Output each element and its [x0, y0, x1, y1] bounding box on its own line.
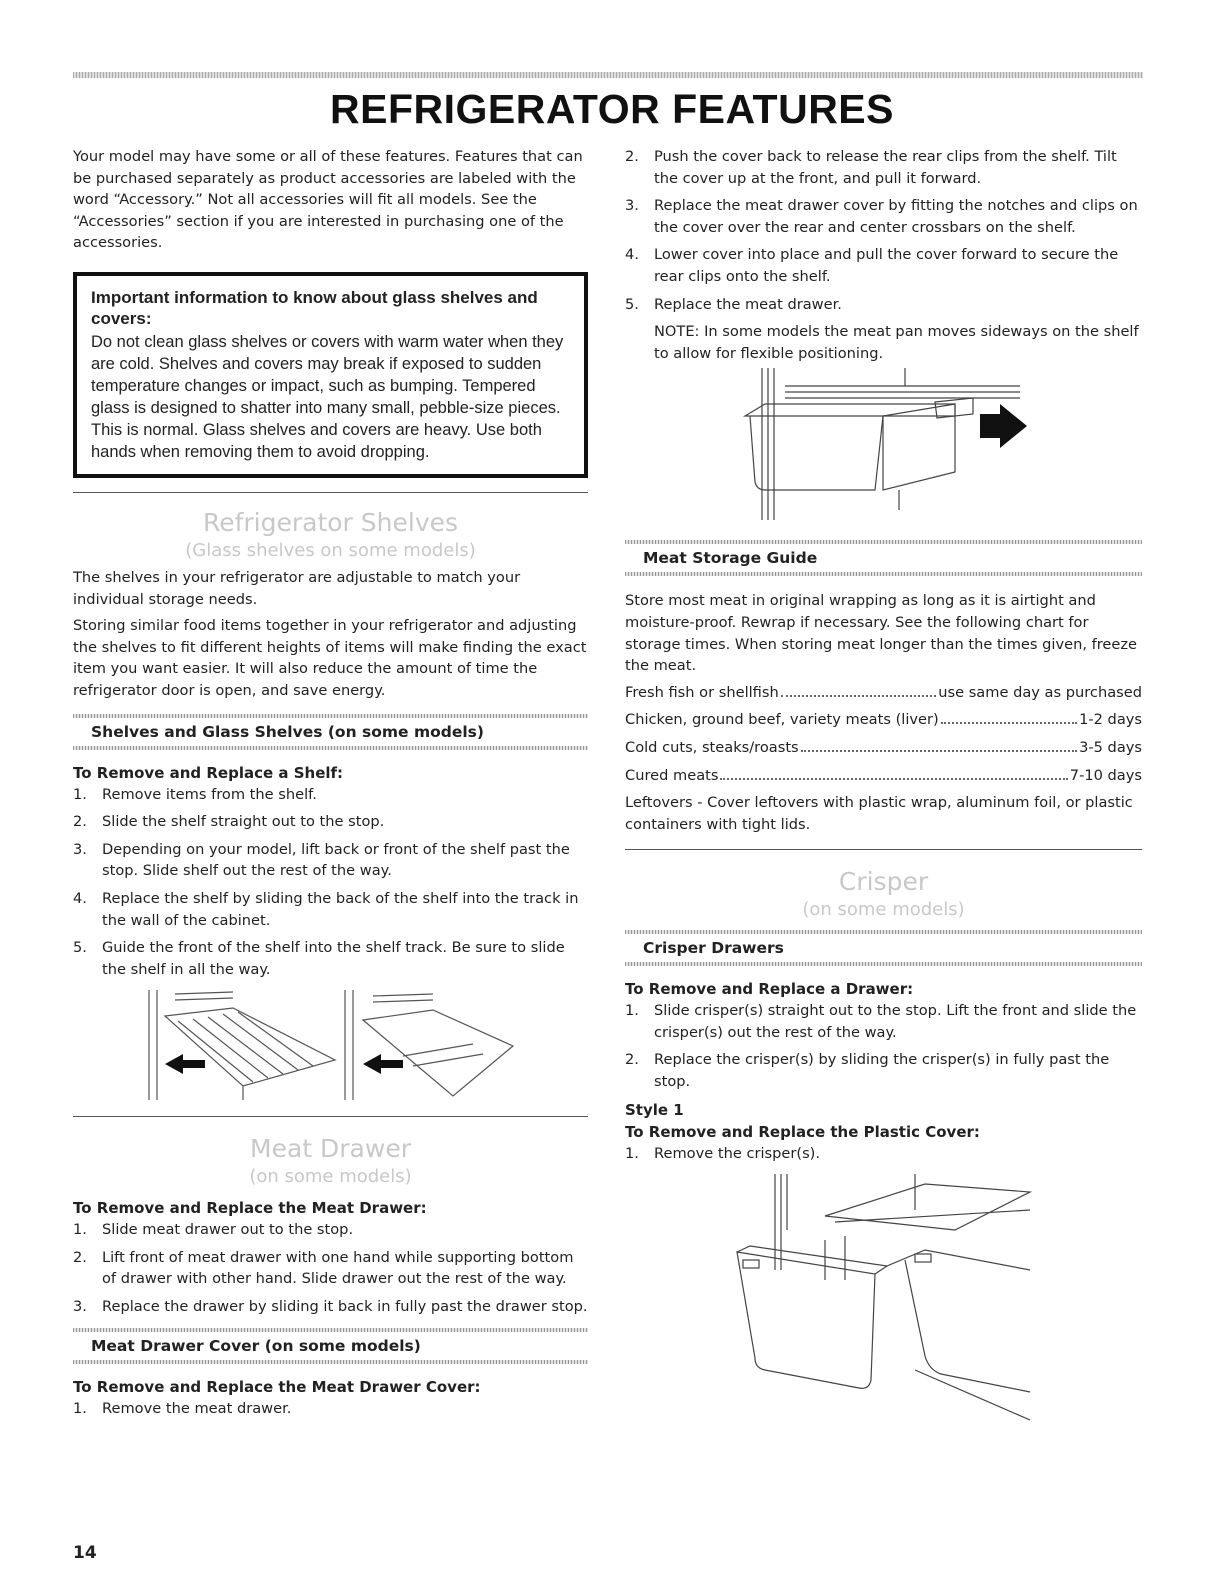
meat-drawer-section-title: Meat Drawer — [250, 1134, 411, 1164]
meat-cover-subheading-bar — [73, 1328, 588, 1364]
warning-body: Do not clean glass shelves or covers with warm water when they are cold. Shelves and covers may break if exposed to sudden temperature changes or impact, such as bumping. Tempered glass is designed to shatter into many small, pebble-size pieces. This is normal. Glass shelves and covers are heavy. Use both hands when removing them to avoid dropping. — [91, 332, 564, 461]
meat-drawer-steps — [73, 1219, 588, 1317]
leftovers-paragraph: Leftovers - Cover leftovers with plastic wrap, aluminum foil, or plastic containers with tight lids. — [625, 794, 1133, 833]
list-item: 5. Guide the front of the shelf into the shelf track. Be sure to slide the shelf in all the way. — [73, 939, 565, 978]
list-item: 1. Remove the crisper(s). — [625, 1144, 821, 1162]
list-item: 5. Replace the meat drawer. — [625, 295, 842, 313]
list-item: 1. Remove items from the shelf. — [73, 785, 317, 803]
right-column — [625, 146, 1142, 1444]
section-rule — [625, 849, 1142, 850]
left-column — [73, 146, 588, 1425]
list-item: 1. Slide meat drawer out to the stop. — [73, 1221, 354, 1239]
list-item: 2. Slide the shelf straight out to the stop. — [73, 813, 385, 831]
meat-cover-steps-right — [625, 146, 1142, 315]
shelf-procedure-title: To Remove and Replace a Shelf: — [73, 763, 344, 782]
crisper-steps — [625, 1000, 1142, 1092]
storage-row: Cold cuts, steaks/roasts 3-5 days — [625, 738, 1142, 756]
crisper-subheading-bar — [625, 930, 1142, 966]
list-item: 1. Slide crisper(s) straight out to the stop. Lift the front and slide the crisper(s) out the rest of the way. — [625, 1002, 1137, 1041]
list-item: 1. Remove the meat drawer. — [73, 1399, 292, 1417]
page-number: 14 — [73, 1543, 97, 1563]
list-item: 3. Depending on your model, lift back or front of the shelf past the stop. Slide shelf out the rest of the way. — [73, 840, 570, 880]
section-rule — [73, 492, 588, 493]
shelf-steps — [73, 784, 588, 981]
list-item: 3. Replace the meat drawer cover by fitting the notches and clips on the cover over the rear and center crossbars on the shelf. — [625, 197, 1138, 236]
crisper-subheading: Crisper Drawers — [643, 939, 784, 958]
crisper-cover-procedure-title: To Remove and Replace the Plastic Cover: — [625, 1122, 980, 1141]
list-item: 4. Lower cover into place and pull the cover forward to secure the rear clips onto the shelf. — [625, 246, 1119, 285]
meat-cover-subheading: Meat Drawer Cover (on some models) — [91, 1336, 421, 1355]
storage-row: Fresh fish or shellfish use same day as purchased — [625, 683, 1142, 701]
list-item: 4. Replace the shelf by sliding the back of the shelf into the track in the wall of the cabinet. — [73, 889, 579, 929]
meat-guide-subheading-bar — [625, 540, 1142, 576]
style-label: Style 1 — [625, 1100, 684, 1119]
list-item: 2. Replace the crisper(s) by sliding the crisper(s) in fully past the stop. — [625, 1051, 1110, 1091]
crisper-cover-steps — [625, 1143, 1142, 1165]
shelf-removal-illustration — [73, 986, 588, 1104]
meat-pan-note: NOTE: In some models the meat pan moves sideways on the shelf to allow for flexible positioning. — [654, 323, 1139, 362]
shelves-subheading: Shelves and Glass Shelves (on some models) — [91, 722, 484, 741]
meat-cover-steps-left — [73, 1398, 588, 1420]
list-item: 2. Lift front of meat drawer with one hand while supporting bottom of drawer with other hand. Slide drawer out the rest of the way. — [73, 1248, 574, 1288]
meat-guide-intro: Store most meat in original wrapping as long as it is airtight and moisture-proof. Rewrap if necessary. See the following chart for storage times. When storing meat longer than the times given, freeze the meat. — [625, 592, 1138, 675]
crisper-section-subtitle: (on some models) — [802, 899, 965, 921]
shelves-paragraph-1: The shelves in your refrigerator are adjustable to match your individual storage needs. — [73, 568, 521, 608]
meat-cover-procedure-title: To Remove and Replace the Meat Drawer Cover: — [73, 1377, 481, 1396]
section-rule — [73, 1116, 588, 1117]
meat-pan-illustration — [625, 364, 1142, 522]
warning-box — [73, 272, 588, 478]
meat-guide-subheading: Meat Storage Guide — [643, 549, 818, 568]
list-item: 2. Push the cover back to release the rear clips from the shelf. Tilt the cover up at the front, and pull it forward. — [625, 148, 1117, 187]
shelves-subheading-bar — [73, 714, 588, 750]
shelves-section-subtitle: (Glass shelves on some models) — [185, 539, 476, 561]
intro-paragraph: Your model may have some or all of these features. Features that can be purchased separately as product accessories are labeled with the word “Accessory.” Not all accessories will fit all models. See the “Accessories” section if you are interested in purchasing one of the accessories. — [73, 148, 583, 252]
crisper-drawer-illustration — [625, 1170, 1142, 1444]
meat-drawer-section-subtitle: (on some models) — [249, 1166, 412, 1188]
warning-title: Important information to know about glass shelves and covers: — [91, 287, 538, 328]
storage-row: Cured meats 7-10 days — [625, 766, 1142, 784]
meat-drawer-procedure-title: To Remove and Replace the Meat Drawer: — [73, 1199, 427, 1218]
crisper-procedure-title: To Remove and Replace a Drawer: — [625, 980, 914, 999]
page-title: REFRIGERATOR FEATURES — [329, 86, 895, 132]
shelves-paragraph-2: Storing similar food items together in your refrigerator and adjusting the shelves to fit different heights of items will make finding the exact item you want easier. It will also reduce the amount of time the refrigerator door is open, and save energy. — [73, 617, 587, 699]
crisper-section-title: Crisper — [838, 867, 929, 897]
storage-row: Chicken, ground beef, variety meats (liver) 1-2 days — [625, 711, 1142, 729]
shelves-section-title: Refrigerator Shelves — [202, 507, 459, 537]
list-item: 3. Replace the drawer by sliding it back in fully past the drawer stop. — [73, 1298, 588, 1316]
top-divider — [73, 72, 1143, 78]
